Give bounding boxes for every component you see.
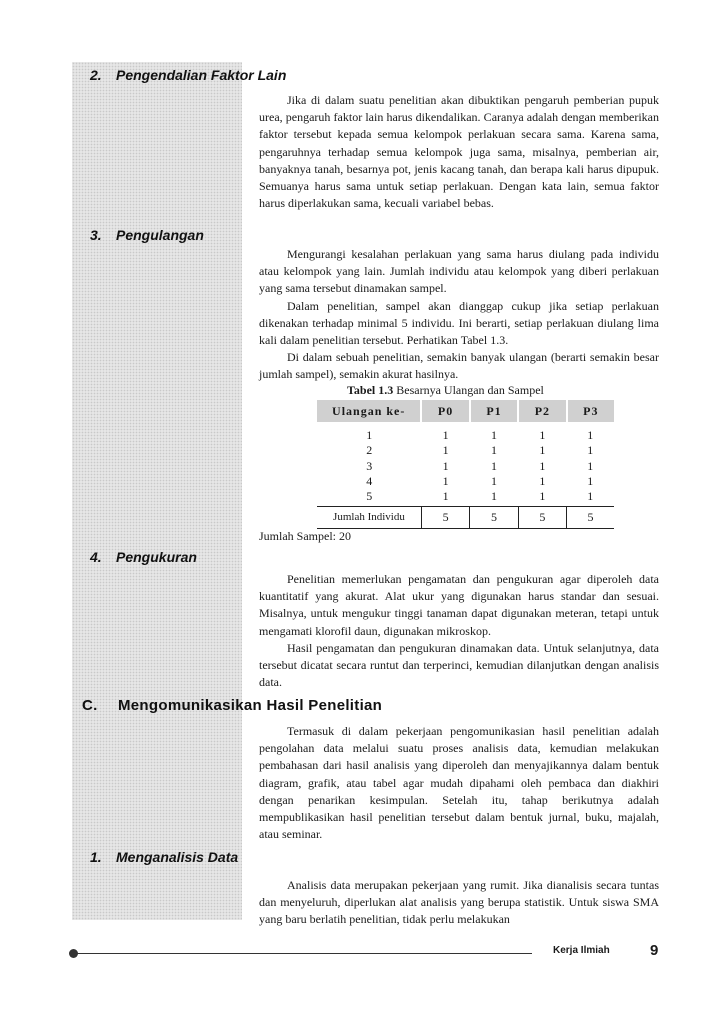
section-3-body xyxy=(259,246,659,384)
section-3-number: 3. xyxy=(90,227,102,243)
section-4-number: 4. xyxy=(90,549,102,565)
table-row xyxy=(317,443,614,458)
section-4-body xyxy=(259,571,659,691)
sample-note xyxy=(259,528,659,545)
paragraph: Mengurangi kesalahan perlakuan yang sama harus diulang pada individu atau kelompok yang lain. Jumlah individu atau kelompok yang diberi perlakuan yang sama tersebut dinamakan sampel. xyxy=(259,247,659,296)
table-cell: 5 xyxy=(366,489,373,504)
table-total-row xyxy=(317,507,614,529)
table-header-cell: P3 xyxy=(567,400,614,422)
table-cell: 5 xyxy=(518,507,566,529)
table-cell: 5 xyxy=(470,507,518,529)
sample-note-text: Jumlah Sampel: 20 xyxy=(259,529,351,543)
sidebar-shading xyxy=(72,62,242,920)
table-header-cell: P0 xyxy=(421,400,469,422)
section-c-title: Mengomunikasikan Hasil Penelitian xyxy=(118,697,383,714)
table-cell: 1 xyxy=(587,443,594,458)
paragraph: Hasil pengamatan dan pengukuran dinamakan data. Untuk selanjutnya, data tersebut dicatat secara runtut dan terperinci, kemudian dilanjutkan dengan analisis data. xyxy=(259,640,659,690)
table-cell: 1 xyxy=(442,458,449,473)
paragraph: Termasuk di dalam pekerjaan pengomunikasian hasil penelitian adalah pengolahan data melalui suatu proses analisis data, kemudian melakukan pembahasan dari hasil analisis yang diperoleh dan menyajikannya dalam bentuk diagram, grafik, atau tabel agar mudah dipahami oleh pembaca dan diakhiri dengan penarikan kesimpulan. Setelah itu, tahap berikutnya adalah mempublikasikan hasil penelitian tersebut dalam bentuk jurnal, buku, majalah, atau seminar. xyxy=(259,724,659,842)
section-2-body xyxy=(259,92,659,212)
table-cell: 1 xyxy=(442,489,449,504)
section-1-heading xyxy=(90,849,238,865)
table-cell: 1 xyxy=(442,443,449,458)
table-cell: 1 xyxy=(490,428,497,442)
table-cell: 1 xyxy=(366,428,373,442)
section-3-heading xyxy=(90,227,204,243)
table-cell: 2 xyxy=(366,443,373,458)
paragraph: Analisis data merupakan pekerjaan yang rumit. Jika dianalisis secara tuntas dan menyeluruh, diperlukan alat analisis yang berupa statistik. Untuk siswa SMA yang baru berlatih penelitian, tidak perlu melakukan xyxy=(259,878,659,927)
footer-label: Kerja Ilmiah xyxy=(553,945,610,956)
table-cell: 1 xyxy=(539,458,546,473)
sample-table xyxy=(317,400,614,529)
table-cell: 1 xyxy=(539,473,546,488)
table-cell: 1 xyxy=(587,473,594,488)
table-cell: 1 xyxy=(539,489,546,504)
table-cell: 1 xyxy=(587,458,594,473)
table-cell: 5 xyxy=(421,507,469,529)
section-1-number: 1. xyxy=(90,849,102,865)
table-row xyxy=(317,489,614,507)
paragraph: Jika di dalam suatu penelitian akan dibuktikan pengaruh pemberian pupuk urea, pengaruh faktor lain harus dikendalikan. Caranya adalah dengan memberikan faktor tersebut kepada semua kelompok perlakuan secara sama. Karena sama, pengaruhnya terhadap semua kelompok juga sama, misalnya, pemberian air, banyaknya tanah, besarnya pot, jenis kacang tanah, dan berapa kali harus dipupuk. Semuanya harus sama untuk setiap perlakuan. Dengan kata lain, semua faktor harus diperlakukan sama, kecuali variabel bebas. xyxy=(259,93,659,211)
section-2-number: 2. xyxy=(90,67,102,83)
table-header-row xyxy=(317,400,614,422)
section-2-title: Pengendalian Faktor Lain xyxy=(116,67,287,83)
table-cell: 4 xyxy=(366,473,373,488)
table-header-cell: P1 xyxy=(470,400,518,422)
section-c-heading xyxy=(82,697,382,714)
table-cell: 1 xyxy=(587,428,594,442)
table-cell: 1 xyxy=(539,443,546,458)
table-cell: 1 xyxy=(490,458,497,473)
section-2-heading xyxy=(90,67,286,83)
table-cell: 1 xyxy=(587,489,594,504)
table-row xyxy=(317,422,614,443)
paragraph: Di dalam sebuah penelitian, semakin banyak ulangan (berarti semakin besar jumlah sampel), semakin akurat hasilnya. xyxy=(259,350,659,382)
table-row xyxy=(317,474,614,489)
paragraph: Penelitian memerlukan pengamatan dan pengukuran agar diperoleh data kuantitatif yang akurat. Alat ukur yang digunakan harus standar dan sesuai. Misalnya, untuk mengukur tinggi tanaman dapat digunakan meteran, tetapi untuk mengamati klorofil daun, digunakan mikroskop. xyxy=(259,572,659,638)
table-cell: 5 xyxy=(567,507,614,529)
paragraph: Dalam penelitian, sampel akan dianggap cukup jika setiap perlakuan dikenakan terhadap minimal 5 individu. Ini berarti, setiap perlakuan diulang lima kali dalam penelitian tersebut. Perhatikan Tabel 1.3. xyxy=(259,298,659,348)
section-4-title: Pengukuran xyxy=(116,549,197,565)
table-cell: 1 xyxy=(490,443,497,458)
table-cell: 3 xyxy=(366,458,373,473)
section-c-body xyxy=(259,723,659,843)
section-1-body xyxy=(259,877,659,929)
table-cell: 1 xyxy=(442,428,449,442)
table-header-cell: P2 xyxy=(518,400,566,422)
section-c-number: C. xyxy=(82,697,98,714)
table-caption xyxy=(347,383,544,398)
section-3-title: Pengulangan xyxy=(116,227,204,243)
section-4-heading xyxy=(90,549,197,565)
table-row xyxy=(317,459,614,474)
section-1-title: Menganalisis Data xyxy=(116,849,239,865)
table-caption-text: Besarnya Ulangan dan Sampel xyxy=(396,383,544,397)
table-caption-label: Tabel 1.3 xyxy=(347,383,394,397)
table-header-cell: Ulangan ke- xyxy=(317,400,421,422)
table-cell: 1 xyxy=(490,473,497,488)
table-cell: 1 xyxy=(442,473,449,488)
table-cell: Jumlah Individu xyxy=(317,507,421,529)
footer-rule xyxy=(74,953,532,954)
table-cell: 1 xyxy=(539,428,546,442)
page-number: 9 xyxy=(650,942,659,959)
table-cell: 1 xyxy=(490,489,497,504)
